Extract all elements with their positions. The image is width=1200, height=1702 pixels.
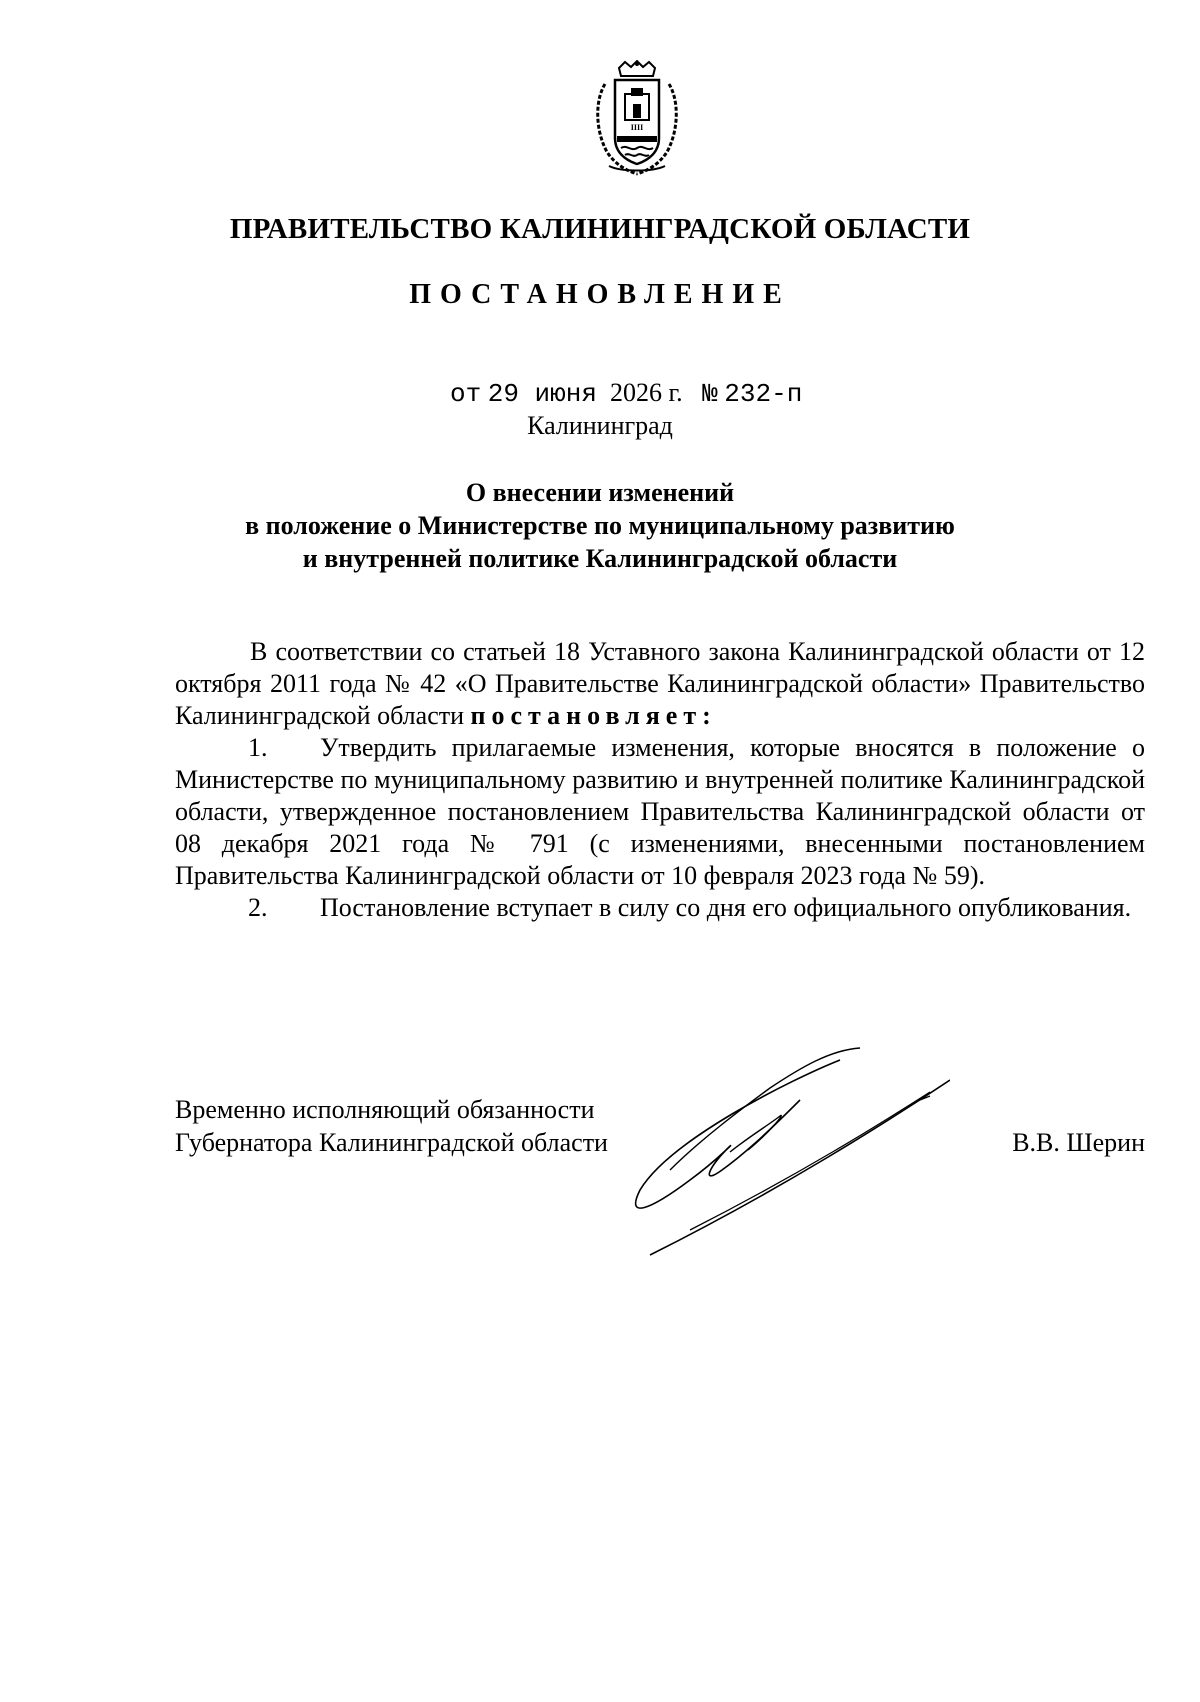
preamble-paragraph xyxy=(175,636,1145,732)
coat-of-arms-emblem xyxy=(591,60,683,178)
item-number: 1. xyxy=(248,733,268,762)
number-sign: № xyxy=(702,379,718,409)
subject-line: в положение о Министерстве по муниципальному развитию xyxy=(245,511,955,540)
handwritten-signature xyxy=(630,1040,950,1260)
date-day-month: 29 июня xyxy=(487,379,597,409)
item-number: 2. xyxy=(248,893,268,922)
list-item xyxy=(175,892,1145,924)
date-year: 2026 г. xyxy=(609,378,683,407)
document-body xyxy=(175,636,1145,924)
subject-line: и внутренней политике Калининградской области xyxy=(302,544,898,573)
government-title: ПРАВИТЕЛЬСТВО КАЛИНИНГРАДСКОЙ ОБЛАСТИ xyxy=(229,213,971,245)
document-number: 232-п xyxy=(724,379,803,409)
subject-line: О внесении изменений xyxy=(465,478,735,507)
decree-word: постановляет: xyxy=(470,701,717,730)
city: Калининград xyxy=(527,411,673,440)
date-prefix: от xyxy=(450,379,482,409)
svg-text:IIII: IIII xyxy=(630,123,644,132)
preamble-text: В соответствии со статьей 18 Уставного закона Калининградской области от 12 октября 2011 года № 42 «О Правительстве Калининградской области» Правительство Калининградской области xyxy=(175,637,1145,730)
signer-position-line: Губернатора Калининградской области xyxy=(175,1128,608,1157)
signer-name: В.В. Шерин xyxy=(1012,1128,1145,1157)
list-item xyxy=(175,732,1145,892)
document-type: ПОСТАНОВЛЕНИЕ xyxy=(409,279,791,310)
document-subject xyxy=(0,476,1200,575)
item-text: Утвердить прилагаемые изменения, которые вносятся в положение о Министерстве по муниципальному развитию и внутренней политике Калининградской области, утвержденное постановлением Правительства Калининградской области от 08 декабря 2021 года № 791 (с изменениями, внесенными постановлением Правительства Калининградской области от 10 февраля 2023 года № 59). xyxy=(175,733,1145,890)
signer-position xyxy=(175,1093,608,1159)
signer-position-line: Временно исполняющий обязанности xyxy=(175,1095,595,1124)
item-text: Постановление вступает в силу со дня его официального опубликования. xyxy=(320,893,1132,922)
date-number-line xyxy=(450,378,802,409)
